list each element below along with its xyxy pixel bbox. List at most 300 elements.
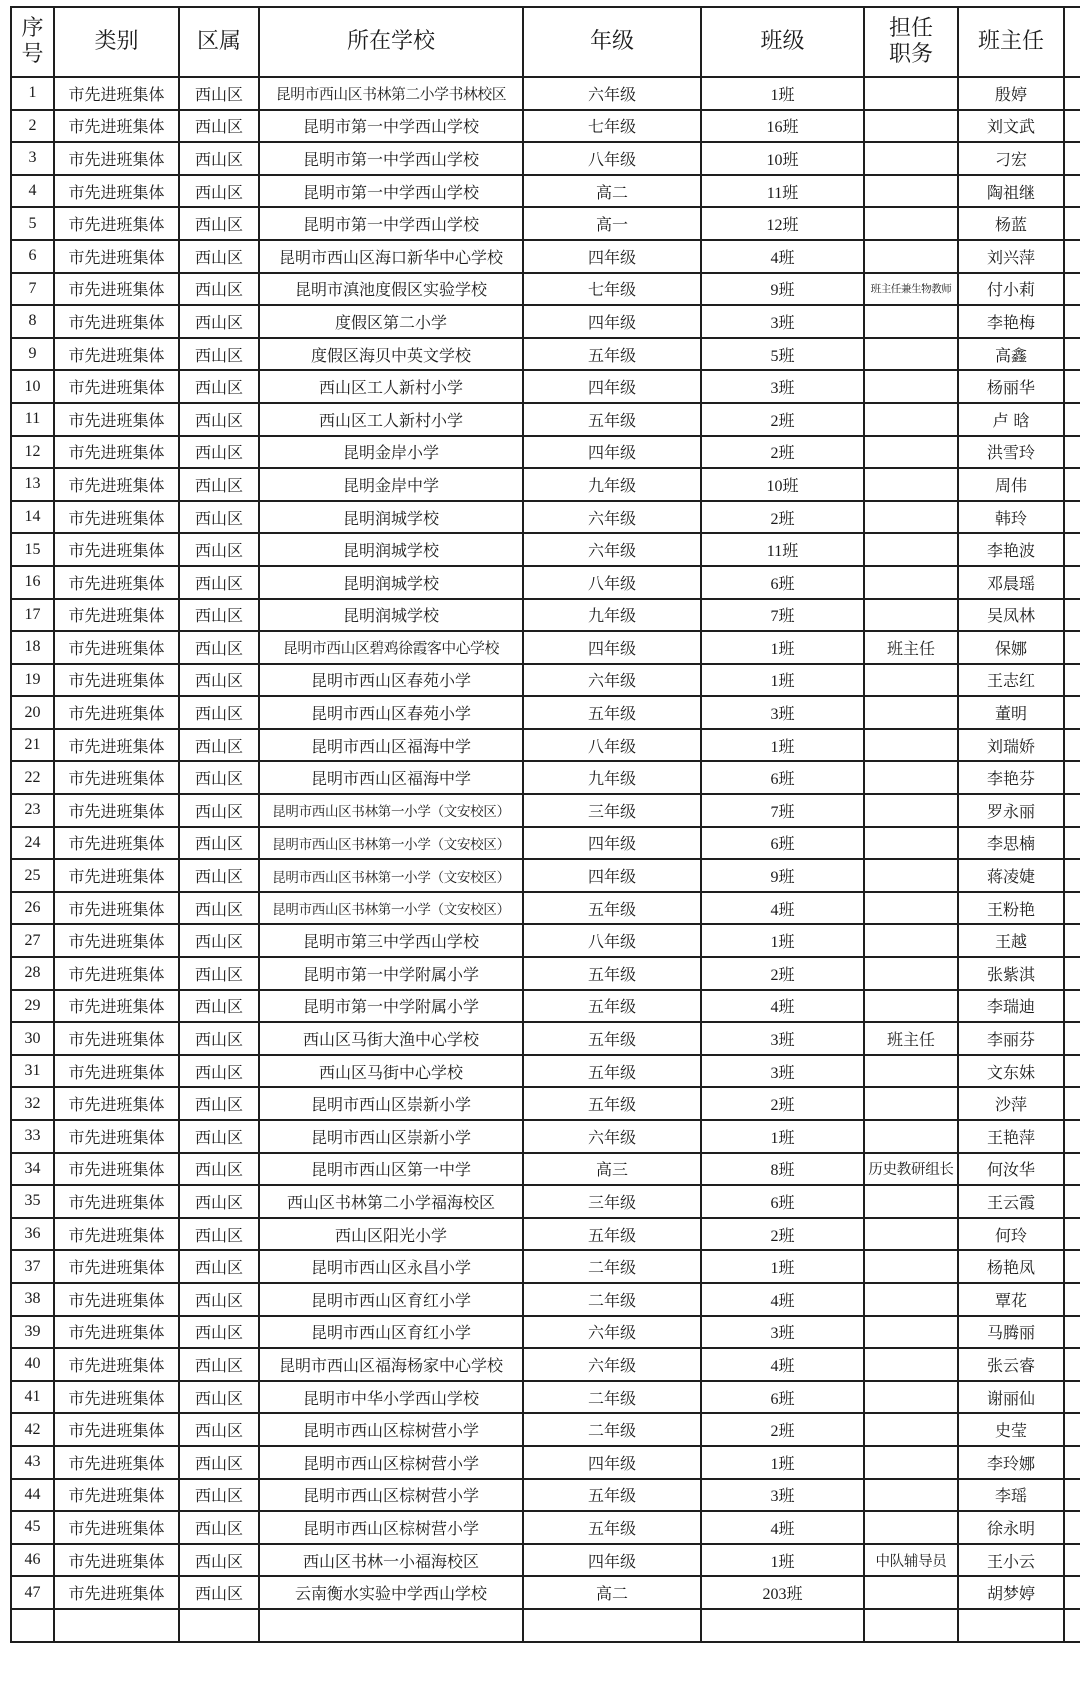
cell-district: 西山区 [179, 1413, 259, 1446]
cell-category: 市先进班集体 [54, 1381, 179, 1414]
table-row [11, 827, 1080, 860]
cell-role: 中队辅导员 [864, 1544, 958, 1577]
cell-district: 西山区 [179, 827, 259, 860]
cell-category: 市先进班集体 [54, 533, 179, 566]
cell-class: 16班 [701, 110, 864, 143]
cell-extra [1064, 1055, 1080, 1088]
cell-seq: 14 [11, 501, 54, 534]
cell-class: 2班 [701, 1413, 864, 1446]
cell-role: 历史教研组长 [864, 1153, 958, 1186]
cell-role [864, 1055, 958, 1088]
cell-role [864, 1087, 958, 1120]
cell-district: 西山区 [179, 696, 259, 729]
cell-class: 2班 [701, 436, 864, 469]
cell-extra [1064, 240, 1080, 273]
cell-seq: 41 [11, 1381, 54, 1414]
cell-grade: 九年级 [523, 761, 701, 794]
table-row [11, 1120, 1080, 1153]
cell-district: 西山区 [179, 599, 259, 632]
table-row [11, 77, 1080, 110]
cell-district: 西山区 [179, 1218, 259, 1251]
cell-teacher: 马腾丽 [958, 1316, 1064, 1349]
cell-district: 西山区 [179, 957, 259, 990]
cell-category: 市先进班集体 [54, 1087, 179, 1120]
cell-teacher: 陶祖继 [958, 175, 1064, 208]
cell-district: 西山区 [179, 859, 259, 892]
cell-grade: 八年级 [523, 566, 701, 599]
table-row [11, 240, 1080, 273]
cell-class: 4班 [701, 990, 864, 1023]
cell-grade: 五年级 [523, 1022, 701, 1055]
cell-category: 市先进班集体 [54, 1576, 179, 1609]
table-row [11, 305, 1080, 338]
cell-school: 昆明市西山区书林第一小学（文安校区） [259, 827, 523, 860]
cell-class: 2班 [701, 1087, 864, 1120]
cell-role [864, 924, 958, 957]
cell-teacher: 洪雪玲 [958, 436, 1064, 469]
header-role-label: 担任职务 [889, 16, 934, 67]
cell-category: 市先进班集体 [54, 175, 179, 208]
cell-seq: 42 [11, 1413, 54, 1446]
cell-district: 西山区 [179, 1087, 259, 1120]
cell-teacher: 保娜 [958, 631, 1064, 664]
cell-role [864, 370, 958, 403]
cell-district: 西山区 [179, 273, 259, 306]
cell-category: 市先进班集体 [54, 794, 179, 827]
cell-class: 6班 [701, 1381, 864, 1414]
cell-district: 西山区 [179, 1348, 259, 1381]
cell-seq: 33 [11, 1120, 54, 1153]
cell-seq: 2 [11, 110, 54, 143]
cell-district: 西山区 [179, 1153, 259, 1186]
cell-class: 4班 [701, 892, 864, 925]
cell-empty [259, 1609, 523, 1642]
cell-grade: 四年级 [523, 436, 701, 469]
cell-seq: 25 [11, 859, 54, 892]
cell-seq: 31 [11, 1055, 54, 1088]
cell-role [864, 1381, 958, 1414]
cell-category: 市先进班集体 [54, 468, 179, 501]
cell-grade: 四年级 [523, 1544, 701, 1577]
cell-teacher: 李思楠 [958, 827, 1064, 860]
header-grade: 年级 [523, 7, 701, 77]
cell-teacher: 卢 晗 [958, 403, 1064, 436]
cell-teacher: 覃花 [958, 1283, 1064, 1316]
cell-seq: 47 [11, 1576, 54, 1609]
cell-teacher: 张紫淇 [958, 957, 1064, 990]
cell-role [864, 1316, 958, 1349]
cell-extra [1064, 794, 1080, 827]
cell-role [864, 207, 958, 240]
cell-extra [1064, 990, 1080, 1023]
cell-teacher: 王志红 [958, 664, 1064, 697]
cell-district: 西山区 [179, 1576, 259, 1609]
cell-category: 市先进班集体 [54, 305, 179, 338]
cell-grade: 七年级 [523, 273, 701, 306]
cell-seq: 17 [11, 599, 54, 632]
cell-category: 市先进班集体 [54, 1185, 179, 1218]
cell-extra [1064, 1511, 1080, 1544]
cell-grade: 五年级 [523, 403, 701, 436]
cell-seq: 29 [11, 990, 54, 1023]
cell-class: 203班 [701, 1576, 864, 1609]
cell-class: 6班 [701, 761, 864, 794]
cell-seq: 11 [11, 403, 54, 436]
cell-role [864, 1250, 958, 1283]
cell-role: 班主任兼生物教师 [864, 273, 958, 306]
table-row [11, 436, 1080, 469]
cell-grade: 五年级 [523, 1511, 701, 1544]
cell-district: 西山区 [179, 1544, 259, 1577]
cell-class: 6班 [701, 566, 864, 599]
cell-school: 昆明市西山区春苑小学 [259, 664, 523, 697]
cell-school: 昆明润城学校 [259, 533, 523, 566]
table-row [11, 1218, 1080, 1251]
cell-class: 5班 [701, 338, 864, 371]
cell-teacher: 李丽芬 [958, 1022, 1064, 1055]
header-row [11, 7, 1080, 77]
cell-district: 西山区 [179, 142, 259, 175]
cell-seq: 27 [11, 924, 54, 957]
table-body [11, 77, 1080, 1642]
cell-category: 市先进班集体 [54, 1250, 179, 1283]
cell-grade: 九年级 [523, 468, 701, 501]
table-row [11, 175, 1080, 208]
cell-category: 市先进班集体 [54, 892, 179, 925]
cell-role [864, 859, 958, 892]
cell-class: 3班 [701, 305, 864, 338]
cell-class: 1班 [701, 631, 864, 664]
cell-grade: 高一 [523, 207, 701, 240]
cell-category: 市先进班集体 [54, 599, 179, 632]
cell-grade: 四年级 [523, 240, 701, 273]
cell-extra [1064, 1544, 1080, 1577]
cell-category: 市先进班集体 [54, 1218, 179, 1251]
cell-class: 1班 [701, 729, 864, 762]
cell-category: 市先进班集体 [54, 859, 179, 892]
header-category: 类别 [54, 7, 179, 77]
cell-extra [1064, 1413, 1080, 1446]
cell-teacher: 罗永丽 [958, 794, 1064, 827]
cell-teacher: 王小云 [958, 1544, 1064, 1577]
cell-teacher: 刁宏 [958, 142, 1064, 175]
header-extra [1064, 7, 1080, 77]
cell-role [864, 1120, 958, 1153]
cell-school: 昆明市第三中学西山学校 [259, 924, 523, 957]
cell-class: 2班 [701, 957, 864, 990]
table-row [11, 1316, 1080, 1349]
cell-role [864, 1511, 958, 1544]
cell-grade: 五年级 [523, 338, 701, 371]
cell-extra [1064, 1283, 1080, 1316]
cell-grade: 六年级 [523, 1316, 701, 1349]
cell-class: 12班 [701, 207, 864, 240]
cell-grade: 二年级 [523, 1250, 701, 1283]
cell-class: 1班 [701, 924, 864, 957]
cell-district: 西山区 [179, 761, 259, 794]
cell-teacher: 王粉艳 [958, 892, 1064, 925]
cell-school: 西山区工人新村小学 [259, 370, 523, 403]
cell-class: 3班 [701, 1055, 864, 1088]
cell-school: 西山区书林一小福海校区 [259, 1544, 523, 1577]
cell-category: 市先进班集体 [54, 370, 179, 403]
table-row [11, 1185, 1080, 1218]
cell-category: 市先进班集体 [54, 1316, 179, 1349]
cell-category: 市先进班集体 [54, 1479, 179, 1512]
cell-school: 昆明市滇池度假区实验学校 [259, 273, 523, 306]
cell-grade: 七年级 [523, 110, 701, 143]
cell-grade: 五年级 [523, 1479, 701, 1512]
cell-grade: 六年级 [523, 77, 701, 110]
cell-school: 昆明市西山区福海中学 [259, 761, 523, 794]
cell-seq: 20 [11, 696, 54, 729]
cell-extra [1064, 729, 1080, 762]
cell-teacher: 周伟 [958, 468, 1064, 501]
cell-grade: 四年级 [523, 1446, 701, 1479]
cell-role [864, 664, 958, 697]
cell-school: 昆明金岸小学 [259, 436, 523, 469]
cell-district: 西山区 [179, 1381, 259, 1414]
cell-teacher: 沙萍 [958, 1087, 1064, 1120]
cell-role [864, 1283, 958, 1316]
cell-teacher: 李艳梅 [958, 305, 1064, 338]
cell-category: 市先进班集体 [54, 207, 179, 240]
cell-seq: 19 [11, 664, 54, 697]
cell-teacher: 李瑞迪 [958, 990, 1064, 1023]
cell-district: 西山区 [179, 1446, 259, 1479]
cell-extra [1064, 892, 1080, 925]
cell-seq: 28 [11, 957, 54, 990]
cell-grade: 四年级 [523, 631, 701, 664]
cell-role: 班主任 [864, 1022, 958, 1055]
table-row [11, 1022, 1080, 1055]
header-class: 班级 [701, 7, 864, 77]
cell-class: 9班 [701, 273, 864, 306]
cell-district: 西山区 [179, 110, 259, 143]
cell-category: 市先进班集体 [54, 761, 179, 794]
cell-teacher: 李玲娜 [958, 1446, 1064, 1479]
cell-extra [1064, 77, 1080, 110]
cell-seq: 24 [11, 827, 54, 860]
cell-class: 3班 [701, 1479, 864, 1512]
cell-seq: 43 [11, 1446, 54, 1479]
cell-seq: 4 [11, 175, 54, 208]
cell-school: 昆明市西山区棕树营小学 [259, 1479, 523, 1512]
cell-seq: 36 [11, 1218, 54, 1251]
cell-seq: 21 [11, 729, 54, 762]
cell-role [864, 1576, 958, 1609]
cell-extra [1064, 1446, 1080, 1479]
table-row [11, 1381, 1080, 1414]
cell-category: 市先进班集体 [54, 1413, 179, 1446]
table-row [11, 892, 1080, 925]
cell-grade: 五年级 [523, 1218, 701, 1251]
cell-role [864, 794, 958, 827]
cell-category: 市先进班集体 [54, 1153, 179, 1186]
cell-role [864, 599, 958, 632]
table-row [11, 566, 1080, 599]
cell-extra [1064, 1218, 1080, 1251]
cell-teacher: 何玲 [958, 1218, 1064, 1251]
cell-teacher: 王越 [958, 924, 1064, 957]
table-row [11, 990, 1080, 1023]
cell-school: 昆明市西山区碧鸡徐霞客中心学校 [259, 631, 523, 664]
cell-school: 昆明金岸中学 [259, 468, 523, 501]
table-row [11, 729, 1080, 762]
cell-extra [1064, 957, 1080, 990]
cell-category: 市先进班集体 [54, 827, 179, 860]
header-district: 区属 [179, 7, 259, 77]
cell-empty [179, 1609, 259, 1642]
cell-class: 6班 [701, 827, 864, 860]
table-row [11, 370, 1080, 403]
table-row [11, 1055, 1080, 1088]
cell-extra [1064, 207, 1080, 240]
cell-class: 3班 [701, 1022, 864, 1055]
cell-school: 昆明市第一中学西山学校 [259, 175, 523, 208]
cell-grade: 四年级 [523, 305, 701, 338]
cell-category: 市先进班集体 [54, 924, 179, 957]
cell-category: 市先进班集体 [54, 631, 179, 664]
cell-grade: 五年级 [523, 892, 701, 925]
cell-school: 度假区海贝中英文学校 [259, 338, 523, 371]
cell-extra [1064, 859, 1080, 892]
cell-district: 西山区 [179, 436, 259, 469]
table-row [11, 533, 1080, 566]
cell-grade: 五年级 [523, 957, 701, 990]
table-row [11, 794, 1080, 827]
cell-teacher: 杨丽华 [958, 370, 1064, 403]
cell-district: 西山区 [179, 1022, 259, 1055]
cell-teacher: 吴凤林 [958, 599, 1064, 632]
cell-district: 西山区 [179, 1250, 259, 1283]
cell-district: 西山区 [179, 77, 259, 110]
cell-grade: 高二 [523, 1576, 701, 1609]
cell-grade: 二年级 [523, 1283, 701, 1316]
cell-class: 3班 [701, 1316, 864, 1349]
cell-school: 西山区马街中心学校 [259, 1055, 523, 1088]
cell-teacher: 殷婷 [958, 77, 1064, 110]
cell-role [864, 77, 958, 110]
cell-district: 西山区 [179, 729, 259, 762]
cell-extra [1064, 566, 1080, 599]
cell-seq: 38 [11, 1283, 54, 1316]
cell-category: 市先进班集体 [54, 1511, 179, 1544]
cell-role [864, 240, 958, 273]
cell-school: 昆明市第一中学西山学校 [259, 110, 523, 143]
table-row [11, 924, 1080, 957]
cell-district: 西山区 [179, 664, 259, 697]
cell-class: 1班 [701, 1544, 864, 1577]
cell-extra [1064, 533, 1080, 566]
cell-district: 西山区 [179, 631, 259, 664]
cell-role [864, 468, 958, 501]
cell-seq: 16 [11, 566, 54, 599]
cell-seq: 30 [11, 1022, 54, 1055]
cell-seq: 10 [11, 370, 54, 403]
header-seq-label: 序号 [21, 16, 44, 67]
cell-teacher: 杨艳凤 [958, 1250, 1064, 1283]
cell-seq: 26 [11, 892, 54, 925]
header-seq [11, 7, 54, 77]
table-row [11, 1087, 1080, 1120]
table-row-partial [11, 1609, 1080, 1642]
cell-school: 昆明市西山区育红小学 [259, 1283, 523, 1316]
cell-district: 西山区 [179, 207, 259, 240]
cell-teacher: 史莹 [958, 1413, 1064, 1446]
cell-grade: 二年级 [523, 1413, 701, 1446]
table-row [11, 1446, 1080, 1479]
cell-school: 西山区阳光小学 [259, 1218, 523, 1251]
cell-seq: 39 [11, 1316, 54, 1349]
cell-teacher: 李艳波 [958, 533, 1064, 566]
table-row [11, 859, 1080, 892]
cell-grade: 二年级 [523, 1381, 701, 1414]
cell-category: 市先进班集体 [54, 1446, 179, 1479]
cell-category: 市先进班集体 [54, 240, 179, 273]
cell-category: 市先进班集体 [54, 1055, 179, 1088]
cell-school: 度假区第二小学 [259, 305, 523, 338]
cell-district: 西山区 [179, 566, 259, 599]
cell-category: 市先进班集体 [54, 957, 179, 990]
cell-district: 西山区 [179, 990, 259, 1023]
cell-extra [1064, 110, 1080, 143]
table-row [11, 501, 1080, 534]
cell-role [864, 827, 958, 860]
cell-district: 西山区 [179, 1055, 259, 1088]
cell-teacher: 张云睿 [958, 1348, 1064, 1381]
cell-extra [1064, 370, 1080, 403]
cell-teacher: 王艳萍 [958, 1120, 1064, 1153]
cell-seq: 18 [11, 631, 54, 664]
cell-category: 市先进班集体 [54, 729, 179, 762]
cell-seq: 15 [11, 533, 54, 566]
cell-school: 昆明市西山区崇新小学 [259, 1120, 523, 1153]
cell-extra [1064, 273, 1080, 306]
cell-extra [1064, 338, 1080, 371]
cell-seq: 3 [11, 142, 54, 175]
table-row [11, 761, 1080, 794]
cell-class: 7班 [701, 794, 864, 827]
cell-grade: 五年级 [523, 1055, 701, 1088]
cell-grade: 六年级 [523, 533, 701, 566]
cell-class: 4班 [701, 1283, 864, 1316]
cell-extra [1064, 1022, 1080, 1055]
cell-teacher: 高鑫 [958, 338, 1064, 371]
cell-class: 4班 [701, 1511, 864, 1544]
cell-district: 西山区 [179, 533, 259, 566]
cell-role [864, 1348, 958, 1381]
cell-class: 1班 [701, 664, 864, 697]
cell-grade: 高二 [523, 175, 701, 208]
header-teacher: 班主任 [958, 7, 1064, 77]
cell-school: 昆明市西山区海口新华中心学校 [259, 240, 523, 273]
cell-role [864, 338, 958, 371]
cell-category: 市先进班集体 [54, 696, 179, 729]
table-row [11, 273, 1080, 306]
cell-role [864, 892, 958, 925]
cell-seq: 37 [11, 1250, 54, 1283]
cell-grade: 五年级 [523, 990, 701, 1023]
table-row [11, 957, 1080, 990]
cell-extra [1064, 142, 1080, 175]
table-row [11, 1511, 1080, 1544]
cell-school: 昆明市西山区永昌小学 [259, 1250, 523, 1283]
cell-class: 9班 [701, 859, 864, 892]
cell-school: 昆明润城学校 [259, 501, 523, 534]
cell-role [864, 1218, 958, 1251]
cell-seq: 9 [11, 338, 54, 371]
